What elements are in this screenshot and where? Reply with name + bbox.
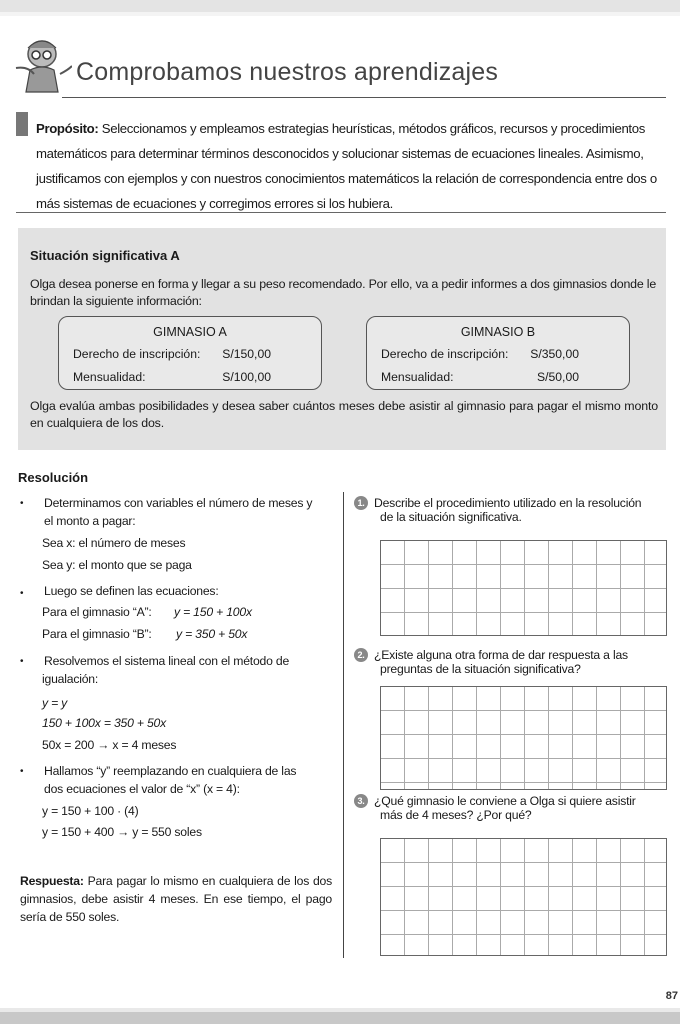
question-2-line1: ¿Existe alguna otra forma de dar respuesta a las: [374, 648, 628, 662]
step4-line2: dos ecuaciones el valor de “x” (x = 4):: [44, 782, 240, 796]
gym-a-monthly-label: Mensualidad:: [73, 370, 146, 384]
gym-b-monthly-label: Mensualidad:: [381, 370, 454, 384]
page-title: Comprobamos nuestros aprendizajes: [76, 58, 499, 86]
purpose-marker: [16, 112, 28, 136]
question-2-number: 2.: [354, 648, 368, 662]
question-3-number: 3.: [354, 794, 368, 808]
page-number: 87: [665, 990, 678, 1002]
step2-text: Luego se definen las ecuaciones:: [44, 584, 219, 598]
equation-b-label: Para el gimnasio “B”:: [42, 627, 152, 641]
situation-box: [18, 228, 666, 450]
bullet: •: [20, 656, 24, 667]
calc-step-1: y = y: [42, 696, 68, 710]
variable-y: Sea y: el monto que se paga: [42, 558, 192, 572]
question-1-line2: de la situación significativa.: [380, 510, 522, 524]
bullet: •: [20, 766, 24, 777]
question-3: [354, 794, 666, 822]
gym-b-fee-label: Derecho de inscripción:: [381, 347, 509, 361]
equation-b: y = 350 + 50x: [176, 627, 248, 641]
answer-text: Para pagar lo mismo en cualquiera de los dos gimnasios, debe asistir 4 meses. En ese tiempo, el pago sería de 550 soles.: [20, 874, 333, 924]
question-1: [354, 496, 666, 524]
title-divider: [62, 97, 666, 98]
answer-grid-1[interactable]: [380, 540, 667, 636]
step1-line1: Determinamos con variables el número de meses y: [44, 496, 313, 510]
situation-title: Situación significativa A: [30, 248, 180, 263]
answer-paragraph: [20, 872, 332, 926]
question-1-line1: Describe el procedimiento utilizado en la resolución: [374, 496, 642, 510]
calc-step-3: 50x = 200 → x = 4 meses: [42, 738, 177, 752]
situation-intro: Olga desea ponerse en forma y llegar a su peso recomendado. Por ello, va a pedir informes a dos gimnasios donde le brindan la siguiente información:: [30, 277, 657, 308]
gym-a-fee-label: Derecho de inscripción:: [73, 347, 201, 361]
gym-a-fee-value: S/150,00: [222, 347, 271, 361]
calc-step-5: y = 150 + 400 → y = 550 soles: [42, 825, 202, 839]
equation-a: y = 150 + 100x: [174, 605, 252, 619]
resolution-title: Resolución: [18, 470, 89, 485]
question-3-line1: ¿Qué gimnasio le conviene a Olga si quiere asistir: [374, 794, 636, 808]
question-3-line2: más de 4 meses? ¿Por qué?: [380, 808, 532, 822]
variable-x: Sea x: el número de meses: [42, 536, 186, 550]
student-mascot-icon: [14, 36, 72, 98]
question-2: [354, 648, 666, 676]
gym-b-name: GIMNASIO B: [460, 325, 536, 339]
calc-step-2: 150 + 100x = 350 + 50x: [42, 716, 167, 730]
bullet: •: [20, 588, 24, 599]
answer-grid-2[interactable]: [380, 686, 667, 790]
top-band: [0, 0, 680, 12]
bottom-band: [0, 1012, 680, 1024]
step3-line2: igualación:: [42, 672, 99, 686]
gym-a-card: [58, 316, 322, 390]
purpose-text: Seleccionamos y empleamos estrategias heurísticas, métodos gráficos, recursos y procedimientos matemáticos para determinar términos desconocidos y solucionar sistemas de ecuaciones lineales. Asimismo, justificamos con ejemplos y con nuestros conocimientos matemáticos la relación de correspondencia entre dos o más sistemas de ecuaciones y corregimos errores si los hubiera.: [36, 121, 657, 211]
question-1-number: 1.: [354, 496, 368, 510]
purpose-label: Propósito:: [36, 121, 99, 136]
answer-label: Respuesta:: [20, 874, 84, 888]
question-2-line2: preguntas de la situación significativa?: [380, 662, 581, 676]
equation-a-label: Para el gimnasio “A”:: [42, 605, 152, 619]
answer-grid-3[interactable]: [380, 838, 667, 956]
step1-line2: el monto a pagar:: [44, 514, 136, 528]
situation-closing: Olga evalúa ambas posibilidades y desea saber cuántos meses debe asistir al gimnasio para pagar el mismo monto en cualquiera de los dos.: [30, 399, 658, 430]
purpose-paragraph: [36, 116, 664, 216]
step3-line1: Resolvemos el sistema lineal con el método de: [44, 654, 290, 668]
gym-a-monthly-value: S/100,00: [222, 370, 271, 384]
column-divider: [343, 492, 344, 958]
gym-b-fee-value: S/350,00: [530, 347, 579, 361]
gym-a-name: GIMNASIO A: [153, 325, 227, 339]
calc-step-4: y = 150 + 100 · (4): [42, 804, 139, 818]
bullet: •: [20, 498, 24, 509]
gym-b-card: [366, 316, 630, 390]
gym-b-monthly-value: S/50,00: [536, 370, 579, 384]
purpose-box: [16, 106, 666, 213]
step4-line1: Hallamos “y” reemplazando en cualquiera de las: [44, 764, 297, 778]
